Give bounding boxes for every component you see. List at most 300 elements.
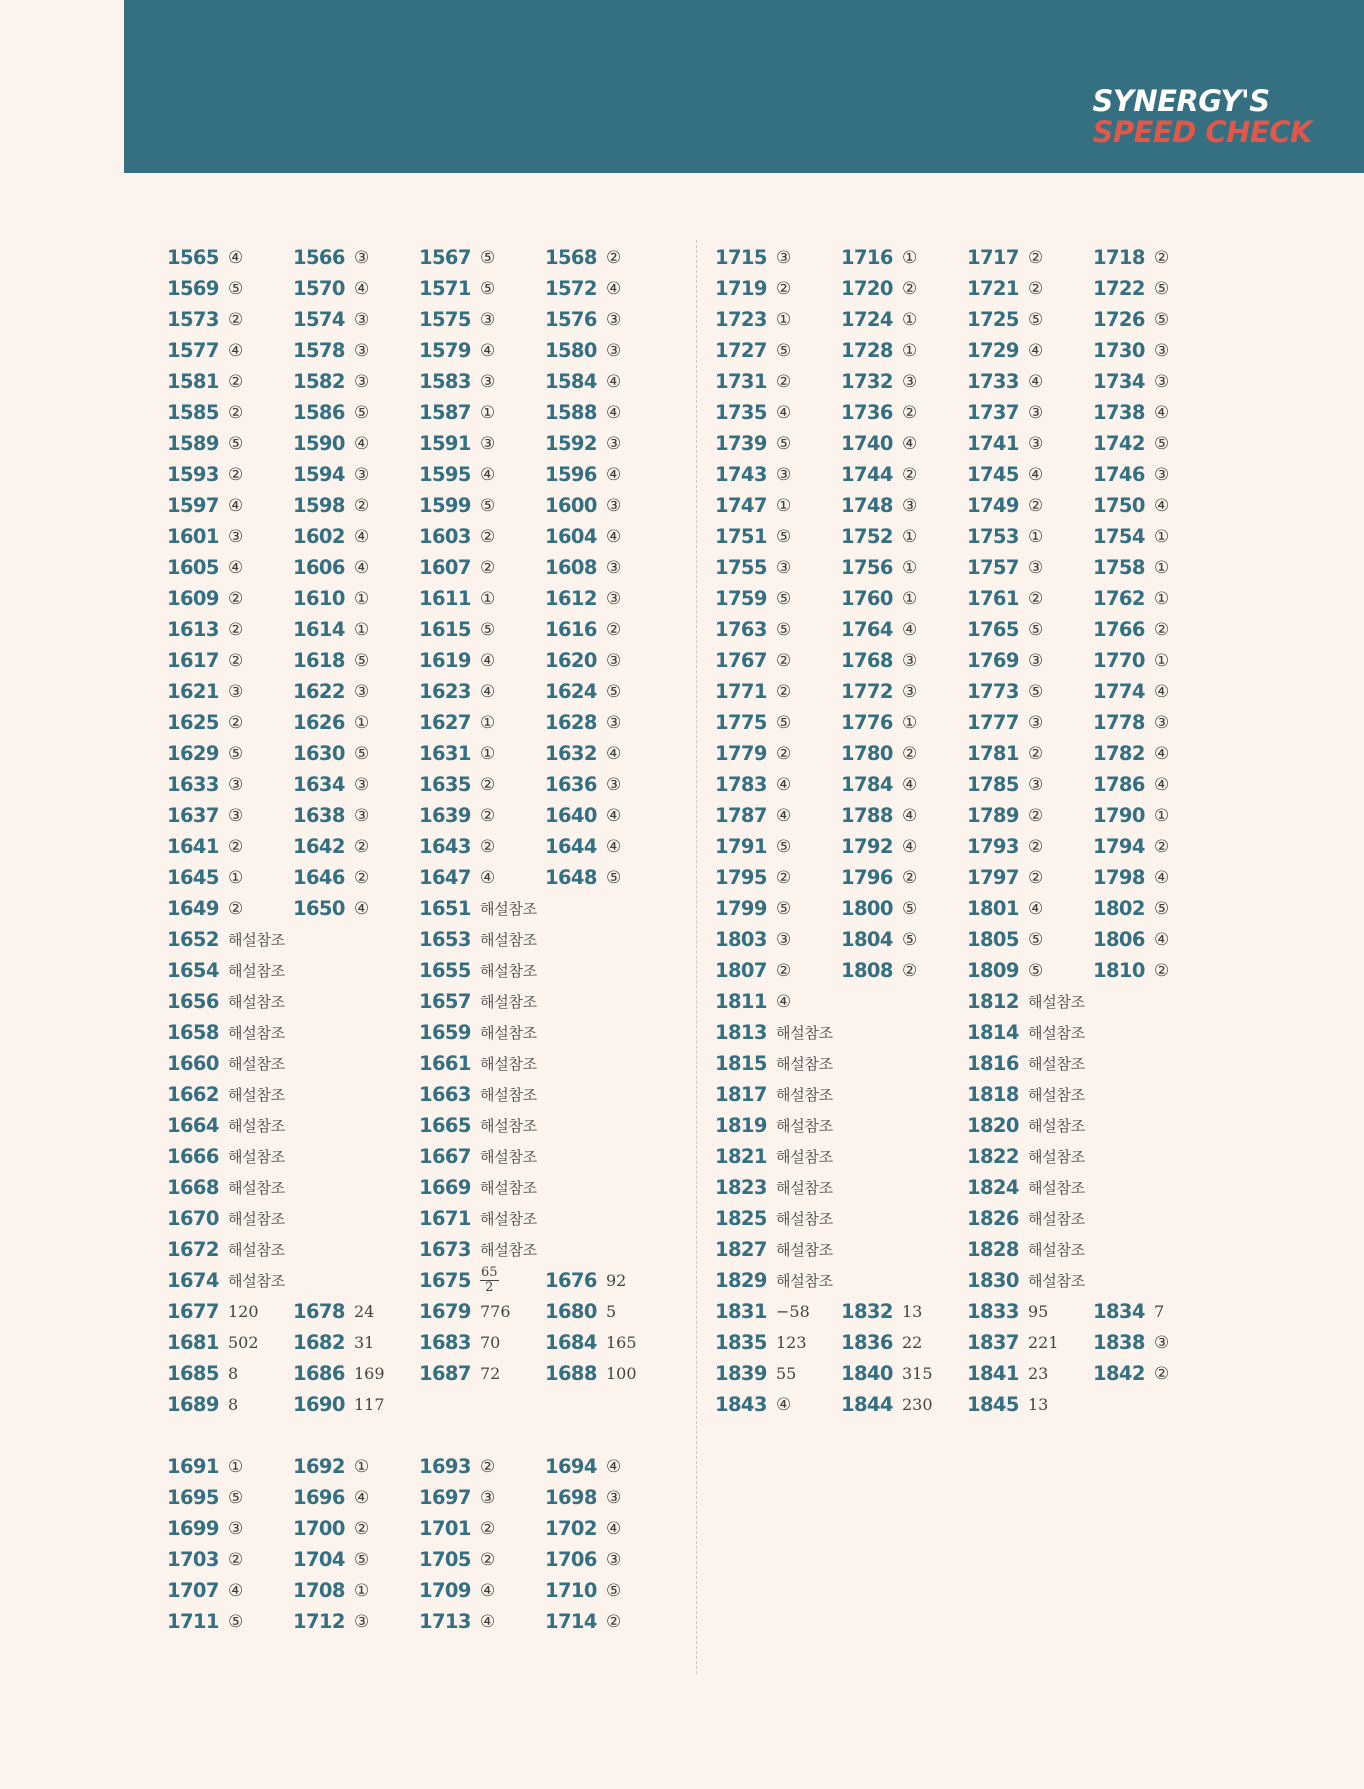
question-number: 1796 [841, 866, 893, 889]
answer-row [715, 645, 1219, 676]
question-number: 1684 [545, 1331, 597, 1354]
answer-value: ④ [606, 805, 622, 826]
answer-value: ② [1028, 836, 1044, 857]
answer-value: ① [1154, 526, 1170, 547]
answer-cell [293, 1358, 419, 1389]
answer-cell [1093, 645, 1219, 676]
answer-value: 해설참조 [1028, 1148, 1085, 1166]
answer-row [715, 1172, 1219, 1203]
answer-cell [967, 552, 1093, 583]
answer-cell [545, 707, 671, 738]
question-number: 1683 [419, 1331, 471, 1354]
question-number: 1636 [545, 773, 597, 796]
answer-row [715, 1141, 1219, 1172]
answer-cell [419, 552, 545, 583]
answer-value: ③ [606, 1549, 622, 1570]
answer-cell [167, 676, 293, 707]
answer-cell [967, 397, 1093, 428]
answer-cell [419, 335, 545, 366]
answer-value: 해설참조 [776, 1024, 833, 1042]
answer-row [167, 1172, 671, 1203]
answer-cell [841, 955, 967, 986]
answer-cell [167, 1172, 293, 1203]
question-number: 1827 [715, 1238, 767, 1261]
answer-row [167, 273, 671, 304]
question-number: 1755 [715, 556, 767, 579]
answer-cell [545, 552, 671, 583]
empty-cell [293, 924, 419, 955]
answer-value: ② [776, 681, 792, 702]
answer-cell [167, 986, 293, 1017]
question-number: 1578 [293, 339, 345, 362]
answer-value: ④ [480, 867, 496, 888]
answer-value: ⑤ [902, 929, 918, 950]
answer-value: ③ [480, 371, 496, 392]
question-number: 1745 [967, 463, 1019, 486]
answer-column-right [715, 242, 1219, 1420]
question-number: 1820 [967, 1114, 1019, 1137]
answer-value: 해설참조 [480, 1024, 537, 1042]
question-number: 1740 [841, 432, 893, 455]
answer-value: ④ [1154, 743, 1170, 764]
answer-row [167, 862, 671, 893]
answer-cell [1093, 676, 1219, 707]
answer-cell [419, 1079, 545, 1110]
empty-cell [841, 986, 967, 1017]
question-number: 1795 [715, 866, 767, 889]
answer-cell [841, 1389, 967, 1420]
question-number: 1652 [167, 928, 219, 951]
question-number: 1572 [545, 277, 597, 300]
question-number: 1790 [1093, 804, 1145, 827]
answer-cell [293, 707, 419, 738]
answer-cell [419, 1575, 545, 1606]
question-number: 1724 [841, 308, 893, 331]
answer-cell [167, 459, 293, 490]
answer-value: ② [902, 960, 918, 981]
question-number: 1568 [545, 246, 597, 269]
answer-value: 169 [354, 1364, 385, 1383]
question-number: 1641 [167, 835, 219, 858]
answer-cell [545, 583, 671, 614]
question-number: 1711 [167, 1610, 219, 1633]
answer-value: ④ [606, 1518, 622, 1539]
question-number: 1731 [715, 370, 767, 393]
question-number: 1647 [419, 866, 471, 889]
answer-value: ④ [480, 681, 496, 702]
answer-value: 해설참조 [776, 1210, 833, 1228]
question-number: 1779 [715, 742, 767, 765]
question-number: 1661 [419, 1052, 471, 1075]
answer-value: ② [354, 1518, 370, 1539]
answer-cell [419, 428, 545, 459]
question-number: 1643 [419, 835, 471, 858]
answer-cell [715, 397, 841, 428]
question-number: 1651 [419, 897, 471, 920]
answer-cell [967, 800, 1093, 831]
question-number: 1645 [167, 866, 219, 889]
answer-cell [419, 800, 545, 831]
answer-cell [293, 893, 419, 924]
question-number: 1837 [967, 1331, 1019, 1354]
answer-value: ② [776, 650, 792, 671]
answer-value: ⑤ [606, 681, 622, 702]
answer-cell [1093, 335, 1219, 366]
answer-value: ③ [606, 650, 622, 671]
answer-value: ① [902, 526, 918, 547]
answer-cell [419, 893, 545, 924]
question-number: 1801 [967, 897, 1019, 920]
answer-value: 해설참조 [1028, 1272, 1085, 1290]
answer-row [167, 428, 671, 459]
empty-cell [841, 1017, 967, 1048]
question-number: 1738 [1093, 401, 1145, 424]
answer-cell [293, 335, 419, 366]
question-number: 1698 [545, 1486, 597, 1509]
brand-line-1: SYNERGY'S [1092, 84, 1270, 118]
answer-cell [715, 428, 841, 459]
question-number: 1602 [293, 525, 345, 548]
answer-cell [715, 769, 841, 800]
answer-value: ② [1028, 278, 1044, 299]
answer-value: ⑤ [1154, 278, 1170, 299]
answer-value: 해설참조 [480, 1117, 537, 1135]
answer-row [715, 366, 1219, 397]
question-number: 1655 [419, 959, 471, 982]
answer-value: ⑤ [776, 836, 792, 857]
answer-value: ② [480, 557, 496, 578]
question-number: 1829 [715, 1269, 767, 1292]
answer-value: ① [480, 402, 496, 423]
answer-value: ④ [1154, 867, 1170, 888]
answer-cell [545, 521, 671, 552]
answer-row [715, 831, 1219, 862]
answer-cell [419, 1234, 545, 1265]
answer-cell [419, 924, 545, 955]
question-number: 1702 [545, 1517, 597, 1540]
answer-cell [167, 366, 293, 397]
question-number: 1774 [1093, 680, 1145, 703]
answer-value: 8 [228, 1364, 239, 1383]
answer-value: 70 [480, 1333, 501, 1352]
answer-row [167, 1575, 671, 1606]
question-number: 1600 [545, 494, 597, 517]
answer-cell [715, 862, 841, 893]
question-number: 1598 [293, 494, 345, 517]
answer-value: ③ [606, 557, 622, 578]
answer-value: ④ [1028, 464, 1044, 485]
answer-cell [293, 862, 419, 893]
answer-value: ⑤ [776, 712, 792, 733]
answer-cell [967, 273, 1093, 304]
question-number: 1708 [293, 1579, 345, 1602]
answer-cell [715, 1079, 841, 1110]
answer-value: ② [228, 836, 244, 857]
answer-value: ③ [606, 495, 622, 516]
answer-cell [715, 1265, 841, 1296]
question-number: 1742 [1093, 432, 1145, 455]
question-number: 1611 [419, 587, 471, 610]
question-number: 1725 [967, 308, 1019, 331]
question-number: 1781 [967, 742, 1019, 765]
answer-value: ② [776, 371, 792, 392]
answer-cell [419, 1482, 545, 1513]
answer-value: ④ [354, 433, 370, 454]
question-number: 1597 [167, 494, 219, 517]
question-number: 1617 [167, 649, 219, 672]
question-number: 1640 [545, 804, 597, 827]
answer-value: ① [354, 619, 370, 640]
question-number: 1656 [167, 990, 219, 1013]
answer-row [715, 862, 1219, 893]
answer-value: ⑤ [1154, 433, 1170, 454]
empty-cell [293, 1234, 419, 1265]
question-number: 1612 [545, 587, 597, 610]
question-number: 1614 [293, 618, 345, 641]
answer-cell [1093, 862, 1219, 893]
answer-value: 해설참조 [1028, 1024, 1085, 1042]
answer-cell [545, 862, 671, 893]
answer-cell [419, 521, 545, 552]
answer-cell [715, 676, 841, 707]
answer-cell [545, 1265, 671, 1296]
question-number: 1812 [967, 990, 1019, 1013]
answer-value: 해설참조 [228, 1117, 285, 1135]
answer-cell [293, 459, 419, 490]
question-number: 1753 [967, 525, 1019, 548]
answer-cell [967, 893, 1093, 924]
answer-value: ④ [606, 402, 622, 423]
answer-row [715, 428, 1219, 459]
question-number: 1662 [167, 1083, 219, 1106]
answer-cell [1093, 583, 1219, 614]
answer-cell [419, 831, 545, 862]
answer-value: ② [480, 1518, 496, 1539]
answer-cell [167, 1358, 293, 1389]
answer-value: ③ [606, 1487, 622, 1508]
question-number: 1713 [419, 1610, 471, 1633]
answer-row [715, 521, 1219, 552]
answer-value: ⑤ [228, 1611, 244, 1632]
question-number: 1688 [545, 1362, 597, 1385]
answer-cell [715, 831, 841, 862]
answer-value: 해설참조 [1028, 993, 1085, 1011]
question-number: 1823 [715, 1176, 767, 1199]
question-number: 1792 [841, 835, 893, 858]
answer-value: ② [354, 495, 370, 516]
answer-cell [841, 1296, 967, 1327]
answer-value: ① [480, 588, 496, 609]
answer-value: ① [776, 309, 792, 330]
answer-value: ② [902, 278, 918, 299]
answer-value: ③ [1154, 1332, 1170, 1353]
question-number: 1660 [167, 1052, 219, 1075]
answer-value: 해설참조 [776, 1148, 833, 1166]
answer-cell [545, 1482, 671, 1513]
answer-value: 92 [606, 1271, 627, 1290]
answer-row [167, 707, 671, 738]
question-number: 1788 [841, 804, 893, 827]
question-number: 1678 [293, 1300, 345, 1323]
question-number: 1730 [1093, 339, 1145, 362]
answer-cell [1093, 552, 1219, 583]
answer-value: ⑤ [228, 278, 244, 299]
answer-cell [715, 1141, 841, 1172]
answer-cell [1093, 800, 1219, 831]
question-number: 1646 [293, 866, 345, 889]
question-number: 1819 [715, 1114, 767, 1137]
answer-cell [167, 1141, 293, 1172]
answer-cell [715, 366, 841, 397]
question-number: 1605 [167, 556, 219, 579]
question-number: 1734 [1093, 370, 1145, 393]
question-number: 1797 [967, 866, 1019, 889]
answer-value: 해설참조 [1028, 1055, 1085, 1073]
answer-value: ① [776, 495, 792, 516]
answer-row [715, 676, 1219, 707]
question-number: 1746 [1093, 463, 1145, 486]
answer-value: ④ [776, 805, 792, 826]
question-number: 1676 [545, 1269, 597, 1292]
question-number: 1737 [967, 401, 1019, 424]
answer-value: ③ [606, 774, 622, 795]
answer-cell [715, 645, 841, 676]
answer-cell [967, 242, 1093, 273]
answer-cell [167, 614, 293, 645]
answer-value: ④ [354, 526, 370, 547]
answer-value: ② [354, 836, 370, 857]
answer-cell [419, 273, 545, 304]
question-number: 1757 [967, 556, 1019, 579]
answer-cell [967, 1265, 1093, 1296]
question-number: 1766 [1093, 618, 1145, 641]
question-number: 1635 [419, 773, 471, 796]
answer-cell [841, 1327, 967, 1358]
question-number: 1844 [841, 1393, 893, 1416]
empty-cell [293, 1141, 419, 1172]
empty-cell [293, 1265, 419, 1296]
answer-cell [167, 397, 293, 428]
answer-cell [167, 521, 293, 552]
question-number: 1834 [1093, 1300, 1145, 1323]
answer-value: ① [480, 743, 496, 764]
question-number: 1843 [715, 1393, 767, 1416]
answer-row [715, 459, 1219, 490]
answer-value: 8 [228, 1395, 239, 1414]
answer-cell [967, 986, 1093, 1017]
question-number: 1717 [967, 246, 1019, 269]
answer-value: 13 [902, 1302, 923, 1321]
answer-value: ⑤ [228, 1487, 244, 1508]
answer-value: ④ [606, 371, 622, 392]
question-number: 1789 [967, 804, 1019, 827]
question-number: 1798 [1093, 866, 1145, 889]
question-number: 1658 [167, 1021, 219, 1044]
answer-cell [167, 831, 293, 862]
answer-value: ② [228, 619, 244, 640]
answer-value: 해설참조 [480, 931, 537, 949]
question-number: 1609 [167, 587, 219, 610]
answer-value: ③ [354, 464, 370, 485]
answer-row [167, 459, 671, 490]
answer-value: ② [228, 712, 244, 733]
answer-cell [715, 1048, 841, 1079]
answer-value: ② [228, 1549, 244, 1570]
answer-value: ③ [480, 309, 496, 330]
question-number: 1728 [841, 339, 893, 362]
answer-cell [1093, 614, 1219, 645]
question-number: 1580 [545, 339, 597, 362]
question-number: 1590 [293, 432, 345, 455]
answer-row [715, 955, 1219, 986]
empty-cell [293, 955, 419, 986]
empty-cell [293, 986, 419, 1017]
answer-cell [715, 335, 841, 366]
question-number: 1701 [419, 1517, 471, 1540]
answer-value: 13 [1028, 1395, 1049, 1414]
answer-value: 해설참조 [228, 1179, 285, 1197]
answer-value: ⑤ [480, 619, 496, 640]
question-number: 1637 [167, 804, 219, 827]
answer-cell [545, 769, 671, 800]
answer-value: 해설참조 [228, 1024, 285, 1042]
answer-value: ④ [228, 1580, 244, 1601]
answer-value: ④ [480, 1611, 496, 1632]
answer-cell [545, 1575, 671, 1606]
answer-cell [967, 521, 1093, 552]
answer-value: ③ [228, 805, 244, 826]
answer-cell [545, 428, 671, 459]
question-number: 1824 [967, 1176, 1019, 1199]
question-number: 1756 [841, 556, 893, 579]
answer-value: ⑤ [1028, 960, 1044, 981]
question-number: 1816 [967, 1052, 1019, 1075]
answer-cell [1093, 924, 1219, 955]
answer-row [167, 893, 671, 924]
answer-value: ③ [1028, 774, 1044, 795]
question-number: 1807 [715, 959, 767, 982]
answer-cell [167, 1296, 293, 1327]
answer-value: ② [776, 743, 792, 764]
answer-row [167, 490, 671, 521]
question-number: 1594 [293, 463, 345, 486]
question-number: 1833 [967, 1300, 1019, 1323]
question-number: 1571 [419, 277, 471, 300]
question-number: 1767 [715, 649, 767, 672]
answer-cell [967, 862, 1093, 893]
question-number: 1721 [967, 277, 1019, 300]
answer-value: 해설참조 [480, 962, 537, 980]
answer-cell [967, 583, 1093, 614]
empty-cell [293, 1017, 419, 1048]
question-number: 1772 [841, 680, 893, 703]
answer-cell [967, 1327, 1093, 1358]
answer-value: 해설참조 [776, 1117, 833, 1135]
answer-value: ④ [606, 278, 622, 299]
question-number: 1828 [967, 1238, 1019, 1261]
answer-row [715, 769, 1219, 800]
answer-cell [967, 924, 1093, 955]
question-number: 1839 [715, 1362, 767, 1385]
question-number: 1696 [293, 1486, 345, 1509]
answer-cell [967, 366, 1093, 397]
answer-value: 해설참조 [228, 962, 285, 980]
answer-cell [419, 707, 545, 738]
answer-value: ④ [1154, 774, 1170, 795]
answer-cell [841, 459, 967, 490]
answer-cell [545, 335, 671, 366]
answer-value: ③ [606, 433, 622, 454]
